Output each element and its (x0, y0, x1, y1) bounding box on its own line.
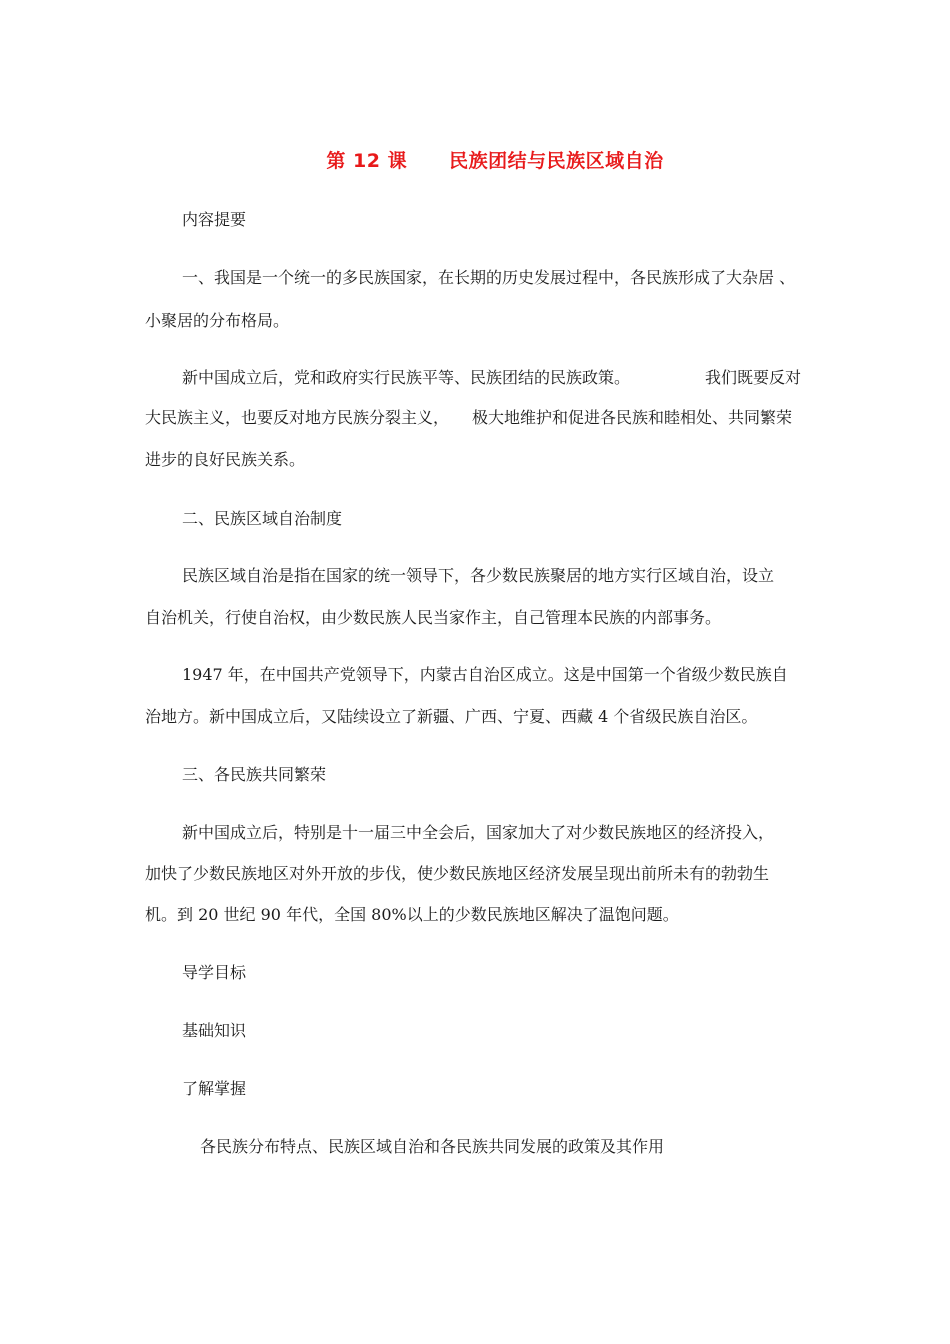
paragraph-3-line-1: 民族区域自治是指在国家的统一领导下，各少数民族聚居的地方实行区域自治，设立 (182, 566, 775, 585)
lesson-name: 民族团结与民族区域自治 (449, 150, 664, 172)
paragraph-2-line-1: 新中国成立后，党和政府实行民族平等、民族团结的民族政策。 (182, 368, 631, 387)
lesson-title (0, 146, 950, 173)
paragraph-4-line-2: 治地方。新中国成立后，又陆续设立了新疆、广西、宁夏、西藏 4 个省级民族自治区。 (145, 707, 758, 726)
paragraph-2-line-2-tail: 极大地维护和促进各民族和睦相处、共同繁荣 (472, 408, 793, 427)
paragraph-3-line-2: 自治机关，行使自治权，由少数民族人民当家作主，自己管理本民族的内部事务。 (145, 608, 722, 627)
paragraph-5-line-2: 加快了少数民族地区对外开放的步伐，使少数民族地区经济发展呈现出前所未有的勃勃生 (145, 864, 770, 883)
paragraph-2-line-3: 进步的良好民族关系。 (145, 450, 306, 469)
basic-knowledge-heading: 基础知识 (182, 1021, 247, 1040)
paragraph-2-line-1-tail: 我们既要反对 (705, 368, 802, 387)
guide-heading: 导学目标 (182, 963, 247, 982)
paragraph-5-line-3: 机。到 20 世纪 90 年代，全国 80%以上的少数民族地区解决了温饱问题。 (145, 905, 679, 924)
master-content: 各民族分布特点、民族区域自治和各民族共同发展的政策及其作用 (200, 1137, 665, 1156)
paragraph-4-line-1: 1947 年，在中国共产党领导下，内蒙古自治区成立。这是中国第一个省级少数民族自 (182, 665, 788, 684)
section-2-heading: 二、民族区域自治制度 (182, 509, 343, 528)
paragraph-1-line-2: 小聚居的分布格局。 (145, 311, 290, 330)
section-3-heading: 三、各民族共同繁荣 (182, 765, 327, 784)
lesson-number: 第 12 课 (326, 150, 408, 172)
paragraph-2-line-2: 大民族主义，也要反对地方民族分裂主义， (145, 408, 450, 427)
paragraph-1-line-1: 一、我国是一个统一的多民族国家，在长期的历史发展过程中，各民族形成了大杂居 、 (182, 268, 796, 287)
paragraph-5-line-1: 新中国成立后，特别是十一届三中全会后，国家加大了对少数民族地区的经济投入， (182, 823, 775, 842)
summary-heading: 内容提要 (182, 210, 247, 229)
master-heading: 了解掌握 (182, 1079, 247, 1098)
